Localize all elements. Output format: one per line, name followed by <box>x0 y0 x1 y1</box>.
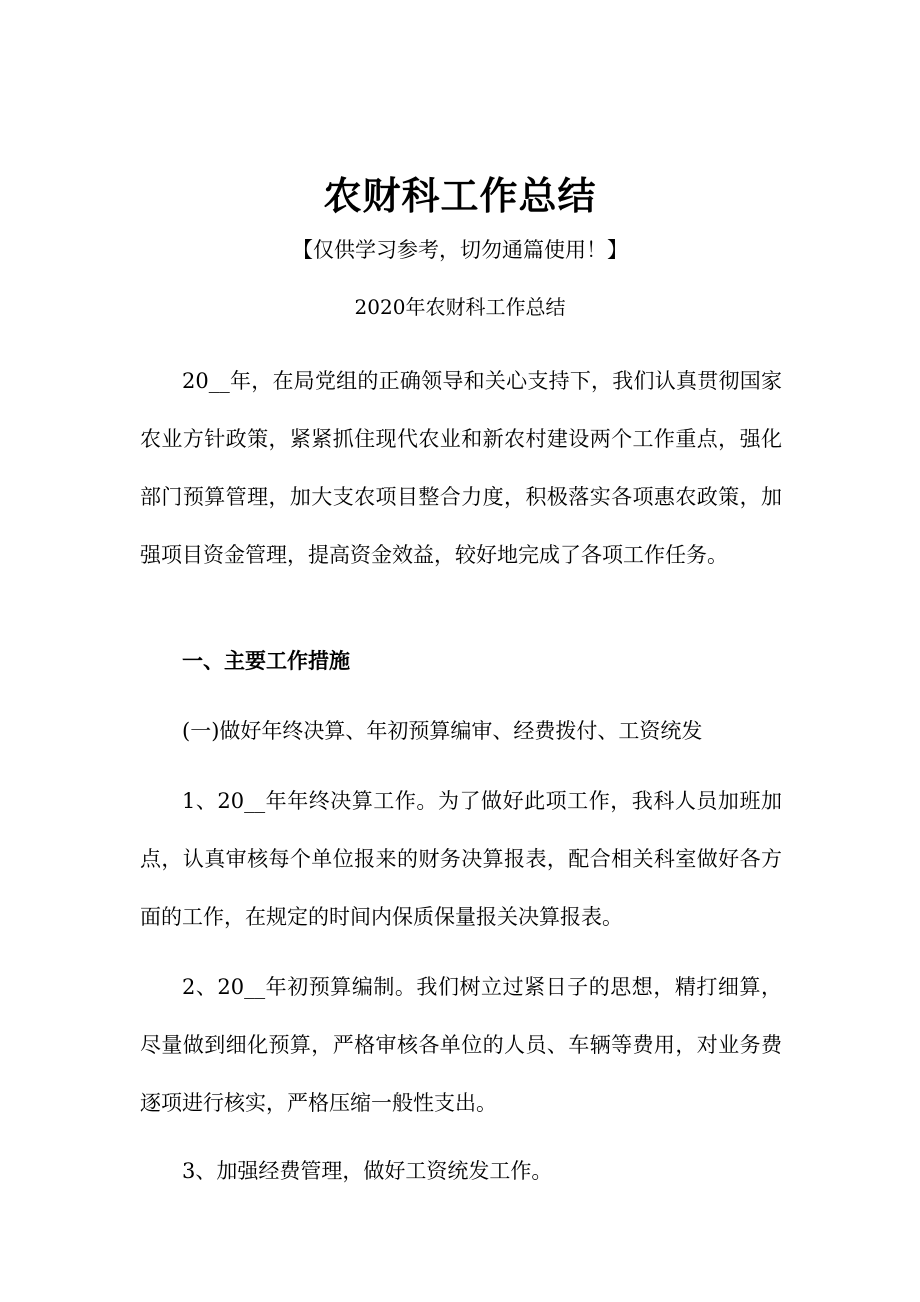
document-subtitle: 2020年农财科工作总结 <box>354 295 566 319</box>
document-title: 农财科工作总结 <box>323 174 597 218</box>
subsection-heading: (一)做好年终决算、年初预算编审、经费拨付、工资统发 <box>182 719 703 743</box>
section-one <box>140 632 782 690</box>
disclaimer-note: 【仅供学习参考，切勿通篇使用！】 <box>292 238 628 262</box>
list-item: 3、加强经费管理，做好工资统发工作。 <box>182 1159 553 1183</box>
list-item: 2、20__年初预算编制。我们树立过紧日子的思想，精打细算，尽量做到细化预算，严格审核各单位的人员、车辆等费用，对业务费逐项进行核实，严格压缩一般性支出。 <box>140 975 782 1115</box>
section-heading: 一、主要工作措施 <box>182 649 350 673</box>
item-one <box>140 772 782 946</box>
intro-paragraph: 20__年，在局党组的正确领导和关心支持下，我们认真贯彻国家农业方针政策，紧紧抓住现代农业和新农村建设两个工作重点，强化部门预算管理，加大支农项目整合力度，积极落实各项惠农政策，加强项目资金管理，提高资金效益，较好地完成了各项工作任务。 <box>140 369 782 567</box>
item-three <box>140 1142 782 1200</box>
list-item: 1、20__年年终决算工作。为了做好此项工作，我科人员加班加点，认真审核每个单位报来的财务决算报表，配合相关科室做好各方面的工作，在规定的时间内保质保量报关决算报表。 <box>140 789 782 929</box>
subsection-one <box>140 702 782 760</box>
item-two <box>140 958 782 1132</box>
body-section <box>140 352 782 584</box>
